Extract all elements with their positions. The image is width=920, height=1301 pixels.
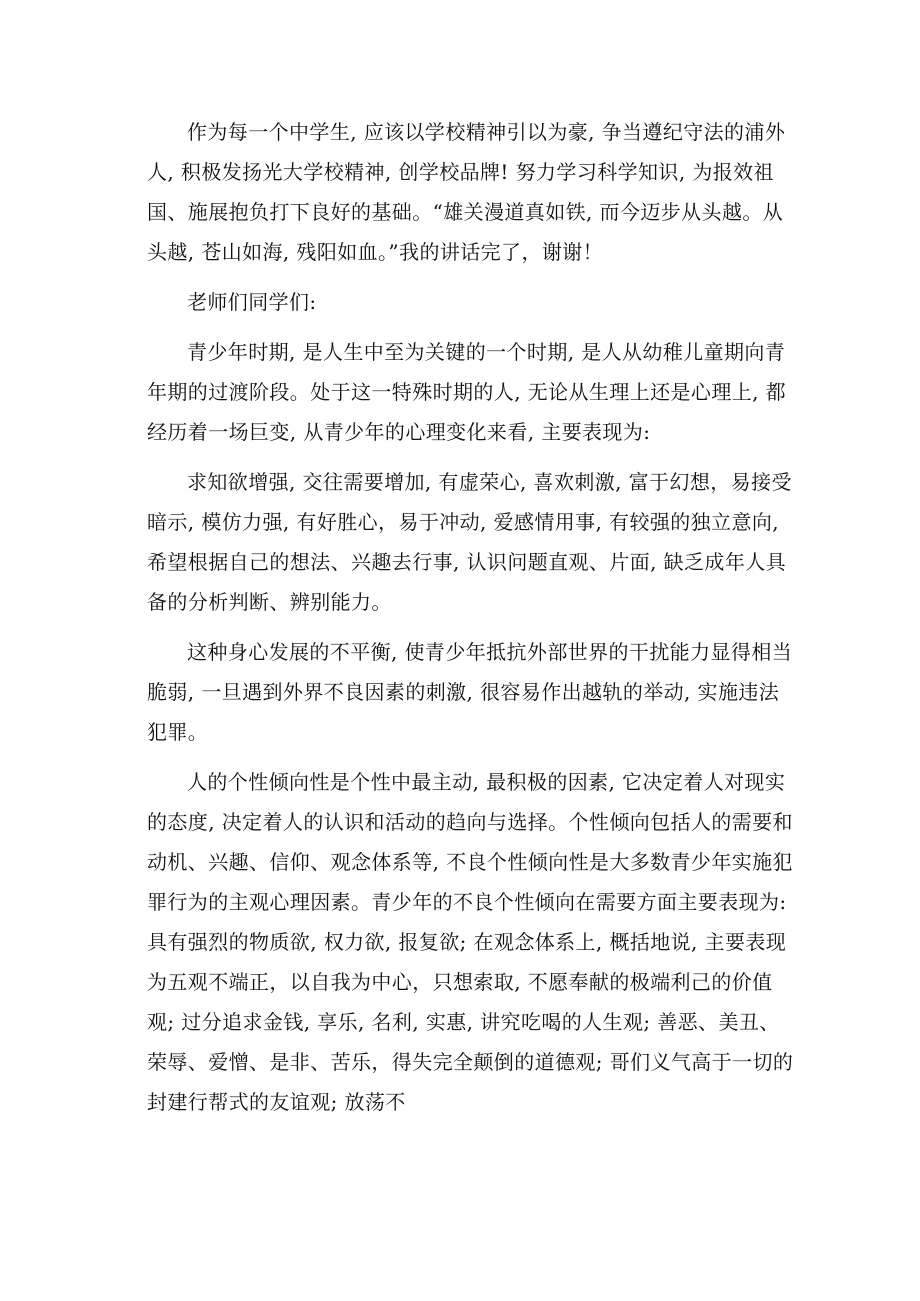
paragraph-adolescence-period: 青少年时期, 是人生中至为关键的一个时期, 是人从幼稚儿童期向青年期的过渡阶段。处于这一特殊时期的人, 无论从生理上还是心理上, 都经历着一场巨变, 从青少年的心理变化来看, 主要表现为: [147,340,787,444]
document-body [147,112,797,1122]
paragraph-salutation: 老师们同学们: [187,290,317,314]
paragraph-imbalance: 这种身心发展的不平衡, 使青少年抵抗外部世界的干扰能力显得相当脆弱, 一旦遇到外界不良因素的刺激, 很容易作出越轨的举动, 实施违法犯罪。 [147,640,793,744]
paragraph-personality-tendency: 人的个性倾向性是个性中最主动, 最积极的因素, 它决定着人对现实的态度, 决定着人的认识和活动的趋向与选择。个性倾向包括人的需要和动机、兴趣、信仰、观念体系等, 不良个性倾向性是大多数青少年实施犯罪行为的主观心理因素。青少年的不良个性倾向在需要方面主要表现为: 具有强烈的物质欲, 权力欲, 报复欲; 在观念体系上, 概括地说, 主要表现为五观不端正，以自我为中心，只想索取, 不愿奉献的极端利己的价值观; 过分追求金钱, 享乐, 名利, 实惠, 讲究吃喝的人生观; 善恶、美丑、荣辱、爱憎、是非、苦乐，得失完全颠倒的道德观; 哥们义气高于一切的封建行帮式的友谊观; 放荡不 [147,770,794,1114]
paragraph-closing-remarks: 作为每一个中学生, 应该以学校精神引以为豪, 争当遵纪守法的浦外人, 积极发扬光大学校精神, 创学校品牌! 努力学习科学知识, 为报效祖国、施展抱负打下良好的基础。“雄关漫道真如铁, 而今迈步从头越。从头越, 苍山如海, 残阳如血。”我的讲话完了，谢谢！ [147,120,786,264]
paragraph-psychological-traits: 求知欲增强, 交往需要增加, 有虚荣心, 喜欢刺激, 富于幻想，易接受暗示, 模仿力强, 有好胜心，易于冲动, 爱感情用事, 有较强的独立意向, 希望根据自己的想法、兴趣去行事, 认识问题直观、片面, 缺乏成年人具备的分析判断、辨别能力。 [147,470,792,614]
